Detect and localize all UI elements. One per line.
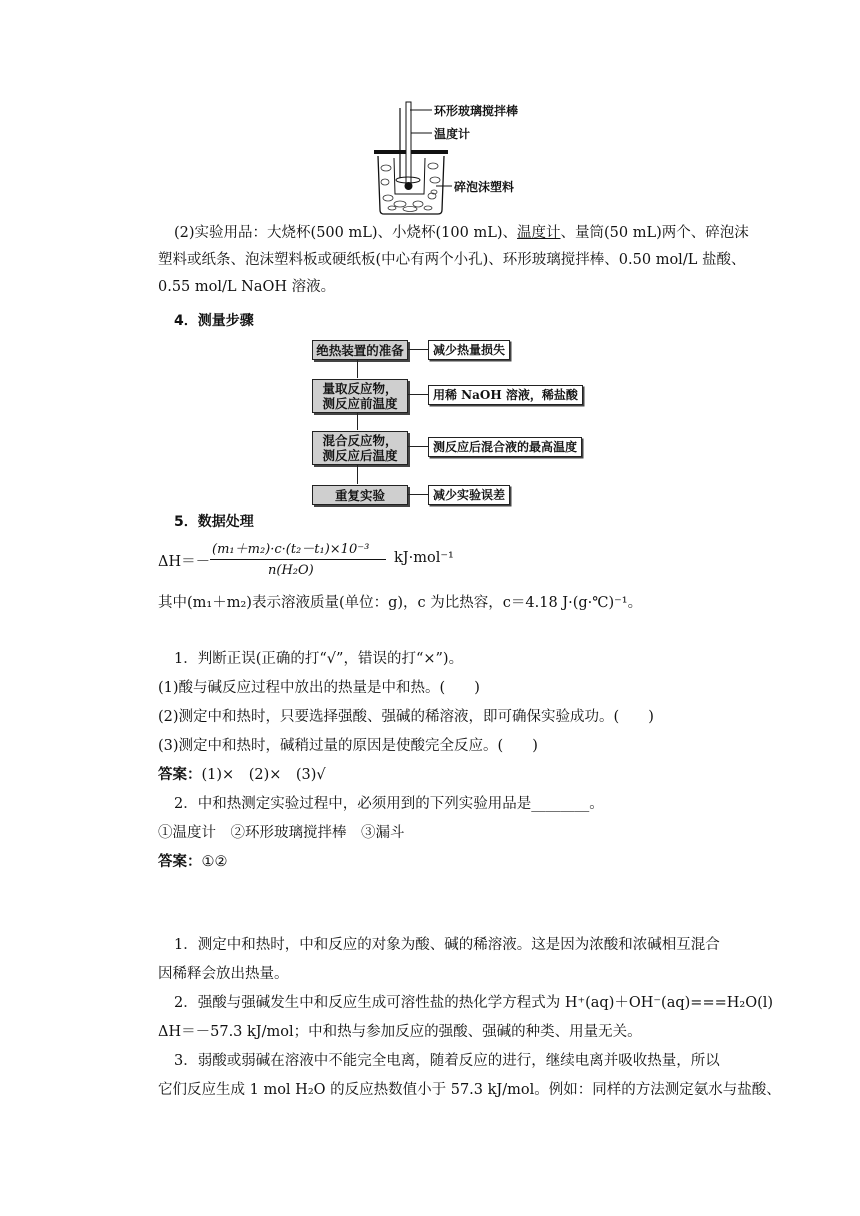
- note-3b: 它们反应生成 1 mol H₂O 的反应热数值小于 57.3 kJ/mol。例如：同样的方法测定氨水与盐酸、: [158, 1082, 781, 1098]
- materials-line-1: (2)实验用品：大烧杯(500 mL)、小烧杯(100 mL)、温度计、量筒(50 mL)两个、碎泡沫: [174, 225, 749, 241]
- note-3a: 3．弱酸或弱碱在溶液中不能完全电离，随着反应的进行，继续电离并吸收热量，所以: [174, 1053, 720, 1069]
- a2: 答案：①②: [158, 854, 228, 870]
- section-5-heading: 5．数据处理: [174, 514, 254, 530]
- label-thermometer: 温度计: [434, 127, 471, 141]
- flow-note-1: 减少热量损失: [428, 340, 510, 360]
- label-stirrer: 环形玻璃搅拌棒: [434, 104, 519, 118]
- materials-line-3: 0.55 mol/L NaOH 溶液。: [158, 279, 336, 295]
- q1: 1．判断正误(正确的打“√”，错误的打“×”)。: [174, 651, 464, 667]
- flow-step-2: 量取反应物， 测反应前温度: [312, 379, 408, 413]
- formula: [158, 538, 578, 590]
- note-1b: 因稀释会放出热量。: [158, 966, 289, 982]
- underlined-thermometer: 温度计: [517, 225, 561, 241]
- formula-note: 其中(m₁＋m₂)表示溶液质量(单位：g)，c 为比热容，c＝4.18 J·(g·℃)⁻¹。: [158, 595, 643, 611]
- flow-step-3: 混合反应物， 测反应后温度: [312, 431, 408, 465]
- q2-options: ①温度计 ②环形玻璃搅拌棒 ③漏斗: [158, 825, 405, 841]
- q1-1: (1)酸与碱反应过程中放出的热量是中和热。( ): [158, 680, 480, 696]
- flow-step-4: 重复实验: [312, 485, 408, 505]
- q1-2: (2)测定中和热时，只要选择强酸、强碱的稀溶液，即可确保实验成功。( ): [158, 709, 654, 725]
- q1-3: (3)测定中和热时，碱稍过量的原因是使酸完全反应。( ): [158, 738, 538, 754]
- note-2a: 2．强酸与强碱发生中和反应生成可溶性盐的热化学方程式为 H⁺(aq)＋OH⁻(aq)===H₂O(l): [174, 995, 774, 1011]
- a1: 答案：(1)× (2)× (3)√: [158, 767, 326, 783]
- flow-note-4: 减少实验误差: [428, 485, 510, 505]
- label-foam: 碎泡沫塑料: [454, 180, 515, 194]
- flow-note-2: 用稀 NaOH 溶液，稀盐酸: [428, 385, 583, 405]
- note-2b: ΔH＝－57.3 kJ/mol；中和热与参加反应的强酸、强碱的种类、用量无关。: [158, 1024, 642, 1040]
- formula-lhs: ΔH＝－: [158, 554, 211, 570]
- q2: 2．中和热测定实验过程中，必须用到的下列实验用品是________。: [174, 796, 604, 812]
- formula-numerator: (m₁＋m₂)·c·(t₂－t₁)×10⁻³: [212, 542, 370, 557]
- note-1a: 1．测定中和热时，中和反应的对象为酸、碱的稀溶液。这是因为浓酸和浓碱相互混合: [174, 937, 720, 953]
- formula-unit: kJ·mol⁻¹: [394, 550, 454, 566]
- materials-line-2: 塑料或纸条、泡沫塑料板或硬纸板(中心有两个小孔)、环形玻璃搅拌棒、0.50 mol/L 盐酸、: [158, 252, 746, 268]
- section-4-heading: 4．测量步骤: [174, 313, 254, 329]
- flow-step-1: 绝热装置的准备: [312, 340, 408, 360]
- formula-denominator: n(H₂O): [268, 563, 314, 578]
- flow-note-3: 测反应后混合液的最高温度: [428, 437, 582, 457]
